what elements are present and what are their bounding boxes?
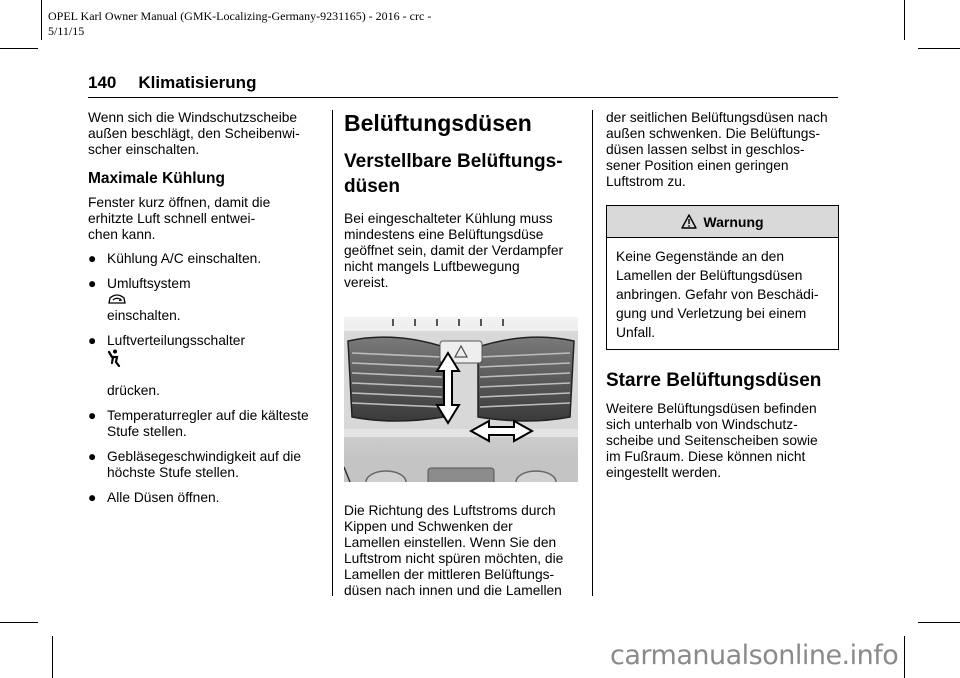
paragraph: Bei eingeschalteter Kühlung muss mindestens eine Belüftungsdüse geöffnet sein, damit der Verdampfer nicht mangels Luftbewegung vereist. (344, 211, 564, 290)
heading-vents: Belüftungsdüsen (344, 110, 532, 136)
list-item: ● Luftverteilungsschalter drücken. (88, 333, 246, 398)
subheading-adjustable-vents: Verstellbare Belüftungs- düsen (344, 151, 563, 197)
watermark: carmanualsonline.info (610, 640, 899, 671)
header-rule (88, 97, 838, 98)
bullet-icon: ● (88, 408, 97, 423)
air-vents-illustration (344, 317, 578, 482)
warning-text: Keine Gegenstände an den Lamellen der Belüftungsdüsen anbringen. Gefahr von Beschädi- gung und Verletzung bei einem Unfall. (616, 249, 819, 340)
crop-mark (904, 636, 905, 678)
crop-mark (52, 636, 53, 678)
paragraph: Die Richtung des Luftstroms durch Kippen und Schwenken der Lamellen einstellen. Wenn Sie den Luftstrom nicht spüren möchten, die Lamellen der mittleren Belüftungs- düsen nach innen und die Lamellen (344, 503, 564, 598)
crop-mark (918, 48, 960, 49)
bullet-icon: ● (88, 251, 97, 266)
crop-mark (0, 48, 38, 49)
bullet-icon: ● (88, 490, 97, 505)
warning-box (606, 205, 839, 350)
crop-mark (918, 622, 960, 623)
warning-title: Warnung (703, 213, 764, 230)
warning-icon (681, 214, 697, 229)
page-header (88, 73, 256, 93)
list-item: ● Gebläsegeschwindigkeit auf die höchste Stufe stellen. (88, 449, 302, 480)
list-item: ● Umluftsystem einschalten. (88, 276, 191, 323)
bullet-icon: ● (88, 276, 97, 291)
crop-mark (0, 622, 38, 623)
column-3 (606, 110, 839, 481)
column-1 (88, 110, 324, 515)
document-meta: OPEL Karl Owner Manual (GMK-Localizing-Germany-9231165) - 2016 - crc - 5/11/15 (48, 9, 432, 38)
recirculation-icon (107, 293, 127, 307)
heading-fixed-vents: Starre Belüftungsdüsen (606, 370, 822, 391)
list-item: ● Alle Düsen öffnen. (88, 490, 220, 505)
paragraph: der seitlichen Belüftungsdüsen nach außen schwenken. Die Belüftungs- düsen lassen selbst in geschlos- sener Position einen geringen Luftstrom zu. (606, 110, 828, 189)
list-item: ● Temperaturregler auf die kälteste Stufe stellen. (88, 408, 309, 439)
paragraph: Fenster kurz öffnen, damit die erhitzte Luft schnell entwei- chen kann. (88, 195, 271, 242)
warning-header (607, 206, 838, 238)
crop-mark (904, 0, 905, 40)
paragraph: Weitere Belüftungsdüsen befinden sich unterhalb von Windschutz- scheibe und Seitenscheiben sowie im Fußraum. Diese können nicht eingestellt werden. (606, 401, 818, 480)
column-2 (344, 110, 584, 599)
bullet-icon: ● (88, 333, 97, 348)
subheading-max-cooling: Maximale Kühlung (88, 170, 225, 187)
page-number: 140 (88, 73, 117, 92)
intro-paragraph: Wenn sich die Windschutzscheibe außen beschlägt, den Scheibenwi- scher einschalten. (88, 110, 300, 157)
column-divider (592, 110, 593, 596)
air-distribution-icon (107, 349, 121, 367)
bullet-list (88, 251, 324, 506)
section-title: Klimatisierung (138, 73, 257, 92)
list-item: ● Kühlung A/C einschalten. (88, 251, 262, 266)
crop-mark (41, 0, 42, 40)
column-divider (332, 110, 333, 596)
bullet-icon: ● (88, 449, 97, 464)
